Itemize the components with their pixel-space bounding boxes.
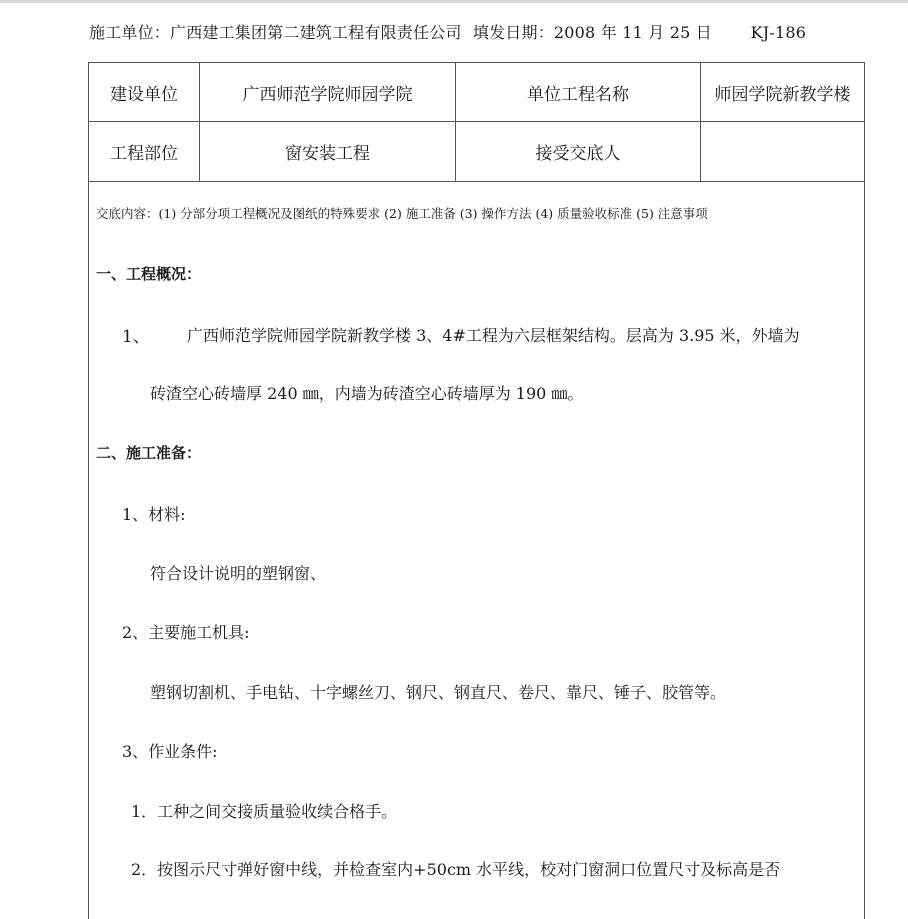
recipient-value xyxy=(701,122,865,182)
condition-2: 2．按图示尺寸弹好窗中线，并检查室内+50cm 水平线，校对门窗洞口位置尺寸及标高是否 xyxy=(131,860,781,879)
project-name-value: 师园学院新教学楼 xyxy=(701,63,865,122)
disclosure-intro: 交底内容：(1) 分部分项工程概况及图纸的特殊要求 (2) 施工准备 (3) 操作方法 (4) 质量验收标准 (5) 注意事项 xyxy=(96,206,708,221)
materials-text: 符合设计说明的塑钢窗、 xyxy=(150,564,327,583)
content-frame-left xyxy=(88,181,89,919)
section-2-title: 二、施工准备： xyxy=(96,444,202,462)
construction-unit: 施工单位：广西建工集团第二建筑工程有限责任公司 xyxy=(89,23,462,42)
info-table xyxy=(88,62,865,182)
conditions-heading: 3、作业条件: xyxy=(122,742,218,761)
info-row-1 xyxy=(89,63,865,122)
recipient-label: 接受交底人 xyxy=(456,122,701,182)
materials-heading: 1、材料: xyxy=(122,505,186,524)
construction-owner-value: 广西师范学院师园学院 xyxy=(200,63,456,122)
section-1-title: 一、工程概况： xyxy=(96,265,202,283)
condition-1: 1．工种之间交接质量验收续合格手。 xyxy=(131,802,398,821)
construction-owner-label: 建设单位 xyxy=(89,63,200,122)
project-part-value: 窗安装工程 xyxy=(200,122,456,182)
tools-text: 塑钢切割机、手电钻、十字螺丝刀、钢尺、钢直尺、卷尺、靠尺、锤子、胶管等。 xyxy=(150,683,727,702)
content-frame-right xyxy=(864,181,865,919)
section-1-item-number: 1、 xyxy=(122,327,150,347)
top-border xyxy=(0,0,908,3)
section-1-line-2: 砖渣空心砖墙厚 240 ㎜，内墙为砖渣空心砖墙厚为 190 ㎜。 xyxy=(150,384,584,403)
info-row-2 xyxy=(89,122,865,182)
project-part-label: 工程部位 xyxy=(89,122,200,182)
document-header xyxy=(89,20,889,43)
document-code: KJ-186 xyxy=(750,23,807,42)
section-1-line-1: 广西师范学院师园学院新教学楼 3、4#工程为六层框架结构。层高为 3.95 米，外墙为 xyxy=(187,326,800,345)
fill-date: 填发日期：2008 年 11 月 25 日 xyxy=(472,23,712,42)
tools-heading: 2、主要施工机具: xyxy=(122,623,250,642)
project-name-label: 单位工程名称 xyxy=(456,63,701,122)
